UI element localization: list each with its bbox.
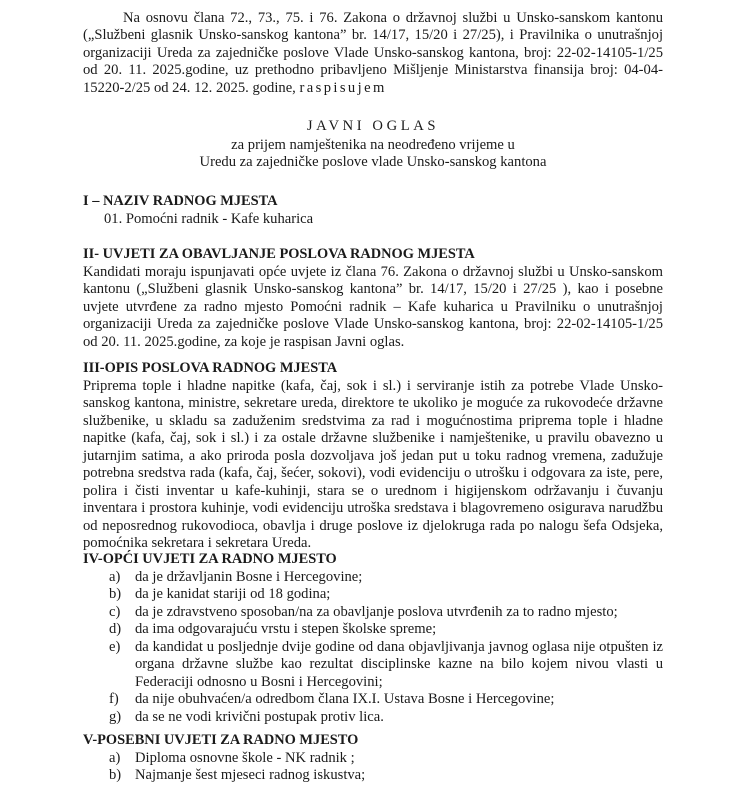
- section-heading: I – NAZIV RADNOG MJESTA: [83, 193, 278, 209]
- intro-paragraph: [83, 10, 663, 97]
- list-marker: b): [109, 767, 122, 783]
- list-item: [83, 691, 663, 709]
- list-item-text: da kandidat u posljednje dvije godine od dana objavljivanja javnog oglasa nije otpušten iz organa državne službe kao rezultat disciplinske kazne na bilo kojem nivou vlasti u Federaciji odnosno u Bosni i Hercegovini;: [135, 638, 663, 690]
- section-heading: II- UVJETI ZA OBAVLJANJE POSLOVA RADNOG MJESTA: [83, 246, 475, 262]
- announcement-subtitle-line-1: za prijem namještenika na neodređeno vrijeme u: [231, 136, 515, 153]
- general-requirements-list: [83, 569, 663, 727]
- list-item: [83, 709, 663, 727]
- list-item-text: Diploma osnovne škole - NK radnik ;: [135, 749, 355, 766]
- section-heading: V-POSEBNI UVJETI ZA RADNO MJESTO: [83, 732, 359, 748]
- section-job-name: [83, 193, 663, 228]
- list-item: [83, 639, 663, 692]
- list-marker: a): [109, 749, 121, 766]
- list-item: [83, 767, 663, 785]
- section-heading: III-OPIS POSLOVA RADNOG MJESTA: [83, 360, 338, 376]
- section-heading: IV-OPĆI UVJETI ZA RADNO MJESTO: [83, 551, 337, 567]
- list-item-text: da nije obuhvaćen/a odredbom člana IX.I. Ustava Bosne i Hercegovine;: [135, 691, 555, 707]
- list-marker: a): [109, 568, 121, 585]
- list-item-text: Najmanje šest mjeseci radnog iskustva;: [135, 767, 366, 783]
- list-marker: e): [109, 638, 121, 655]
- section-job-description: [83, 360, 663, 553]
- section-general-requirements: [83, 551, 663, 726]
- list-marker: b): [109, 586, 122, 602]
- job-position-line: 01. Pomoćni radnik - Kafe kuharica: [104, 210, 314, 227]
- list-marker: d): [109, 621, 122, 637]
- announcement-subtitle-line-2: Uredu za zajedničke poslove vlade Unsko-sanskog kantona: [199, 154, 547, 171]
- list-item-text: da je državljanin Bosne i Hercegovine;: [135, 568, 363, 585]
- announcement-title-block: [83, 118, 663, 172]
- list-marker: g): [109, 708, 122, 725]
- list-marker: f): [109, 691, 119, 707]
- list-item: [83, 621, 663, 639]
- section-body: Priprema tople i hladne napitke (kafa, čaj, sok i sl.) i serviranje istih za potrebe Vlade Unsko-sanskog kantona, ministre, sekretare ureda, direktore te ukoliko je moguće za rukovodeće državne službenike, u skladu sa zaduženim sredstvima za rad i mogućnostima priprema tople i hladne napitke (kafa, čaj, sok i sl.) i za ostale državne službenike i namještenike, u pravilu obavezno u jutarnjim satima, a ako priroda posla dozvoljava još jedan put u toku radnog vremena, zadužuje potrebna sredstva rada (kafa, čaj, šećer, sokovi), vodi evidenciju o utrošku i odgovara za iste, pere, polira i čisti inventar u kafe-kuhinji, stara se o urednom i higijenskom održavanju i čuvanju inventara i prostora kuhinje, vodi evidenciju utroška sredstava i blagovremeno osigurava narudžbu od neposrednog rukovodioca, obavlja i druge poslove iz djelokruga rada po nalogu šefa Odsjeka, pomoćnika sekretara i sekretara Ureda.: [83, 377, 663, 551]
- section-job-conditions: [83, 246, 663, 351]
- section-body: Kandidati moraju ispunjavati opće uvjete iz člana 76. Zakona o državnoj službi u Unsko-sanskom kantonu („Službeni glasnik Unsko-sanskog kantona” br. 14/17, 15/20 i 27/25 ), kao i posebne uvjete utvrđene za radno mjesto Pomoćni radnik – Kafe kuharica u Pravilniku o unutrašnjoj organizaciji Ureda za zajedničke poslove Vlade Unsko-sanskog kantona, broj: 22-02-14105-1/25 od 20. 11. 2025.godine, za koje je raspisan Javni oglas.: [83, 263, 663, 350]
- list-item-text: da ima odgovarajuću vrstu i stepen školske spreme;: [135, 621, 437, 637]
- list-item-text: da se ne vodi krivični postupak protiv lica.: [135, 708, 384, 725]
- special-requirements-list: [83, 750, 663, 785]
- announcement-title: JAVNI OGLAS: [306, 118, 440, 134]
- list-item-text: da je kanidat stariji od 18 godina;: [135, 586, 331, 602]
- intro-text: Na osnovu člana 72., 73., 75. i 76. Zakona o državnoj službi u Unsko-sanskom kantonu („Službeni glasnik Unsko-sanskog kantona” br. 14/17, 15/20 i 27/25), i Pravilnika o unutrašnjoj organizaciji Ureda za zajedničke poslove Vlade Unsko-sanskog kantona, broj: 22-02-14105-1/25 od 20. 11. 2025.godine, uz prethodno pribavljeno Mišljenje Ministarstva finansija broj: 04-04-15220-2/25 od 24. 12. 2025. godine,: [83, 10, 663, 96]
- intro-closing: raspisujem: [299, 79, 387, 96]
- section-special-requirements: [83, 732, 663, 785]
- list-item-text: da je zdravstveno sposoban/na za obavljanje poslova utvrđenih za to radno mjesto;: [135, 603, 618, 620]
- list-item: [83, 604, 663, 622]
- list-item: [83, 586, 663, 604]
- list-item: [83, 569, 663, 587]
- list-item: [83, 750, 663, 768]
- list-marker: c): [109, 603, 121, 620]
